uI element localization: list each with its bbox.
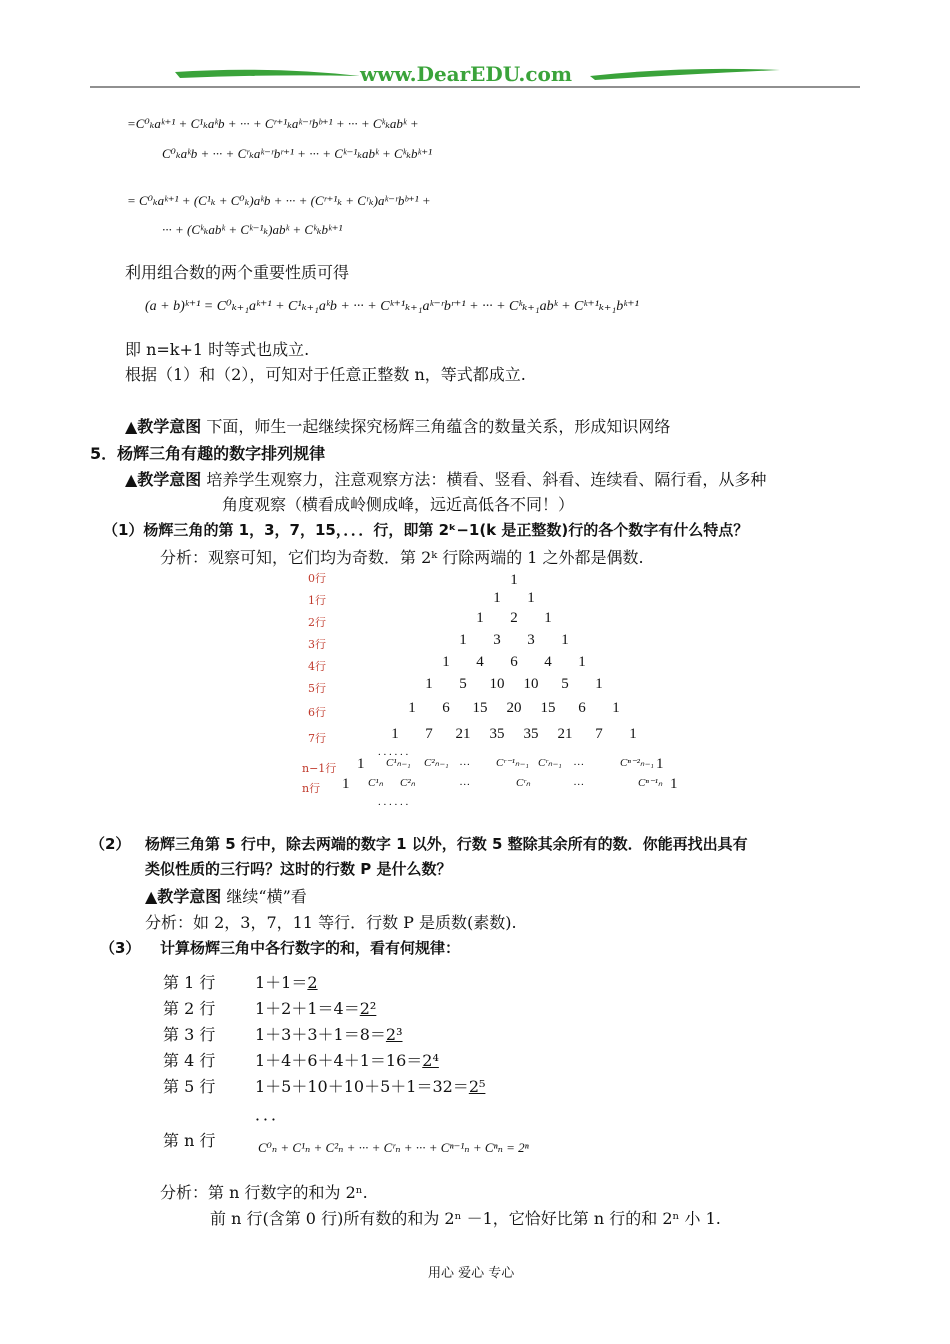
triangle-symbol-cell: C²ₙ bbox=[400, 777, 416, 789]
triangle-cell: 4 bbox=[544, 654, 552, 670]
triangle-symbol-cell: Cⁿ⁻²ₙ₋₁ bbox=[620, 757, 654, 769]
question-2-intent bbox=[145, 884, 307, 907]
triangle-cell: 1 bbox=[544, 610, 552, 626]
sum-expr-text: 1＋3＋3＋1＝8＝ bbox=[255, 1025, 386, 1044]
triangle-cell: 5 bbox=[561, 676, 569, 692]
site-logo[interactable]: www.DearEDU.com bbox=[360, 62, 573, 86]
expansion-line-5: (a + b)ᵏ⁺¹ = C⁰ₖ₊₁aᵏ⁺¹ + C¹ₖ₊₁aᵏb + ··· + Cᵏ⁺¹ₖ₊₁aᵏ⁻ʳbʳ⁺¹ + ··· + Cᵏₖ₊₁abᵏ + Cᵏ⁺¹ₖ₊₁bᵏ⁺¹ bbox=[145, 299, 639, 314]
triangle-cell: 21 bbox=[455, 726, 471, 742]
triangle-cell: 1 bbox=[459, 632, 467, 648]
expansion-line-1: =C⁰ₖaᵏ⁺¹ + C¹ₖaᵏb + ··· + Cʳ⁺¹ₖaᵏ⁻ʳbᵇ⁺¹ + ··· + Cᵏₖabᵏ + bbox=[127, 116, 419, 131]
triangle-cell: 7 bbox=[425, 726, 433, 742]
section-5-title: 5．杨辉三角有趣的数字排列规律 bbox=[90, 444, 326, 463]
triangle-cell: 7 bbox=[595, 726, 603, 742]
expansion-line-4: ··· + (Cᵏₖabᵏ + Cᵏ⁻¹ₖ)abᵏ + Cᵏₖbᵏ⁺¹ bbox=[162, 222, 343, 237]
sum-result: 2² bbox=[359, 999, 377, 1018]
sum-row-expr bbox=[255, 1074, 485, 1097]
intent-marker: ▲教学意图 bbox=[125, 470, 202, 489]
sum-expr-text: 1＋5＋10＋10＋5＋1＝32＝ bbox=[255, 1077, 469, 1096]
sum-row-label: 第 1 行 bbox=[163, 973, 216, 992]
triangle-row-label: 4行 bbox=[308, 660, 326, 673]
triangle-cell: 1 bbox=[612, 700, 620, 716]
question-3-number: （3） bbox=[100, 939, 141, 957]
triangle-cell: 1 bbox=[408, 700, 416, 716]
triangle-row-label: n−1行 bbox=[302, 762, 337, 775]
intent-text: 继续“横”看 bbox=[226, 887, 307, 906]
sum-expr-text: 1＋4＋6＋4＋1＝16＝ bbox=[255, 1051, 423, 1070]
triangle-cell: 1 bbox=[595, 676, 603, 692]
nth-row-expr: C⁰ₙ + C¹ₙ + C²ₙ + ··· + Cʳₙ + ··· + Cⁿ⁻¹ₙ + Cⁿₙ = 2ⁿ bbox=[258, 1140, 529, 1155]
triangle-symbol-cell: Cⁿ⁻¹ₙ bbox=[638, 777, 663, 789]
sum-row-label: 第 4 行 bbox=[163, 1051, 216, 1070]
intent-text: 培养学生观察力，注意观察方法：横看、竖看、斜看、连续看、隔行看，从多种 bbox=[206, 470, 767, 489]
triangle-cell: 6 bbox=[510, 654, 518, 670]
sum-expr-text: 1＋1＝ bbox=[255, 973, 308, 992]
conclusion-1: 即 n=k+1 时等式也成立. bbox=[125, 340, 310, 359]
triangle-row-label: 3行 bbox=[308, 638, 326, 651]
triangle-ellipsis-bottom: . . . . . . bbox=[378, 796, 409, 808]
triangle-symbol-cell: … bbox=[460, 776, 470, 788]
triangle-symbol-cell: 1 bbox=[656, 756, 664, 772]
triangle-cell: 5 bbox=[459, 676, 467, 692]
sum-expr-text: 1＋2＋1＝4＝ bbox=[255, 999, 360, 1018]
pascal-triangle bbox=[300, 570, 700, 810]
intent-marker: ▲教学意图 bbox=[125, 417, 202, 436]
intent-marker: ▲教学意图 bbox=[145, 887, 222, 906]
triangle-cell: 1 bbox=[561, 632, 569, 648]
sum-result: 2 bbox=[307, 973, 318, 992]
triangle-symbol-cell: Cʳ⁻¹ₙ₋₁ bbox=[496, 757, 529, 769]
sum-row-expr bbox=[255, 996, 376, 1019]
triangle-cell: 20 bbox=[506, 700, 522, 716]
triangle-symbol-cell: C¹ₙ₋₁ bbox=[386, 757, 411, 769]
triangle-row-label: n行 bbox=[302, 782, 321, 795]
triangle-cell: 1 bbox=[493, 590, 501, 606]
sum-result: 2³ bbox=[385, 1025, 403, 1044]
triangle-symbol-cell: C²ₙ₋₁ bbox=[424, 757, 449, 769]
triangle-symbol-cell: 1 bbox=[357, 756, 365, 772]
page-footer: 用心 爱心 专心 bbox=[428, 1266, 515, 1281]
triangle-cell: 10 bbox=[523, 676, 539, 692]
triangle-symbol-cell: 1 bbox=[342, 776, 350, 792]
triangle-row-label: 6行 bbox=[308, 706, 326, 719]
triangle-cell: 10 bbox=[489, 676, 505, 692]
sum-result: 2⁴ bbox=[422, 1051, 439, 1070]
intent-1 bbox=[125, 414, 670, 437]
triangle-row-label: 0行 bbox=[308, 572, 326, 585]
triangle-cell: 15 bbox=[472, 700, 488, 716]
triangle-symbol-cell: 1 bbox=[670, 776, 678, 792]
sum-result: 2⁵ bbox=[468, 1077, 486, 1096]
section-5-intent bbox=[125, 467, 766, 490]
question-3-analysis-2: 前 n 行(含第 0 行)所有数的和为 2ⁿ －1，它恰好比第 n 行的和 2ⁿ 小 1. bbox=[210, 1209, 721, 1228]
triangle-row-label: 1行 bbox=[308, 594, 326, 607]
question-2-number: （2） bbox=[90, 835, 131, 853]
triangle-symbol-cell: Cʳₙ₋₁ bbox=[538, 757, 562, 769]
triangle-cell: 1 bbox=[391, 726, 399, 742]
page-header bbox=[90, 62, 860, 92]
triangle-symbol-cell: … bbox=[574, 756, 584, 768]
triangle-symbol-cell: Cʳₙ bbox=[516, 777, 531, 789]
triangle-symbol-cell: … bbox=[460, 756, 470, 768]
triangle-ellipsis-top: . . . . . . bbox=[378, 746, 409, 758]
triangle-cell: 2 bbox=[510, 610, 518, 626]
question-3-text: 计算杨辉三角中各行数字的和，看有何规律： bbox=[160, 939, 461, 957]
triangle-cell: 6 bbox=[442, 700, 450, 716]
intent-text: 下面，师生一起继续探究杨辉三角蕴含的数量关系，形成知识网络 bbox=[206, 417, 671, 436]
triangle-row-label: 2行 bbox=[308, 616, 326, 629]
triangle-symbol-cell: C¹ₙ bbox=[368, 777, 384, 789]
triangle-cell: 1 bbox=[476, 610, 484, 626]
triangle-cell: 1 bbox=[578, 654, 586, 670]
question-1-analysis: 分析：观察可知，它们均为奇数．第 2ᵏ 行除两端的 1 之外都是偶数. bbox=[160, 548, 644, 567]
question-1: （1）杨辉三角的第 1，3，7，15，．．．行，即第 2ᵏ−1(k 是正整数)行的各个数字有什么特点？ bbox=[103, 521, 749, 539]
triangle-cell: 4 bbox=[476, 654, 484, 670]
conclusion-2: 根据（1）和（2），可知对于任意正整数 n，等式都成立. bbox=[125, 365, 526, 384]
triangle-cell: 1 bbox=[629, 726, 637, 742]
triangle-symbol-cell: … bbox=[574, 776, 584, 788]
sum-row-label: 第 3 行 bbox=[163, 1025, 216, 1044]
triangle-row-label: 7行 bbox=[308, 732, 326, 745]
triangle-cell: 1 bbox=[442, 654, 450, 670]
question-2-analysis: 分析：如 2，3，7，11 等行．行数 P 是质数(素数). bbox=[145, 913, 517, 932]
triangle-cell: 3 bbox=[527, 632, 535, 648]
triangle-cell: 1 bbox=[425, 676, 433, 692]
triangle-cell: 1 bbox=[527, 590, 535, 606]
question-3-analysis-1: 分析：第 n 行数字的和为 2ⁿ. bbox=[160, 1183, 368, 1202]
sum-row-expr bbox=[255, 1022, 403, 1045]
triangle-cell: 3 bbox=[493, 632, 501, 648]
triangle-cell: 21 bbox=[557, 726, 573, 742]
question-2-text-1: 杨辉三角第 5 行中，除去两端的数字 1 以外，行数 5 整除其余所有的数．你能再找出具有 bbox=[145, 835, 748, 853]
sum-dots: ．．． bbox=[255, 1105, 288, 1124]
expansion-line-3: = C⁰ₖaᵏ⁺¹ + (C¹ₖ + C⁰ₖ)aᵏb + ··· + (Cʳ⁺¹ₖ + Cʳₖ)aᵏ⁻ʳbᵇ⁺¹ + bbox=[127, 193, 431, 208]
question-2-text-2: 类似性质的三行吗？这时的行数 P 是什么数？ bbox=[145, 860, 452, 878]
triangle-cell: 15 bbox=[540, 700, 556, 716]
triangle-cell: 6 bbox=[578, 700, 586, 716]
sum-row-expr bbox=[255, 970, 318, 993]
nth-row-label: 第 n 行 bbox=[163, 1131, 216, 1150]
triangle-cell: 35 bbox=[523, 726, 539, 742]
triangle-row-label: 5行 bbox=[308, 682, 326, 695]
sum-row-label: 第 5 行 bbox=[163, 1077, 216, 1096]
triangle-cell: 35 bbox=[489, 726, 505, 742]
sum-row-expr bbox=[255, 1048, 439, 1071]
sum-row-label: 第 2 行 bbox=[163, 999, 216, 1018]
expansion-line-2: C⁰ₖaᵏb + ··· + Cʳₖaᵏ⁻ʳbʳ⁺¹ + ··· + Cᵏ⁻¹ₖabᵏ + Cᵏₖbᵏ⁺¹ bbox=[162, 146, 432, 161]
property-text: 利用组合数的两个重要性质可得 bbox=[125, 263, 350, 282]
section-5-intent-2: 角度观察（横看成岭侧成峰，远近高低各不同！） bbox=[222, 495, 575, 514]
triangle-cell: 1 bbox=[510, 572, 518, 588]
